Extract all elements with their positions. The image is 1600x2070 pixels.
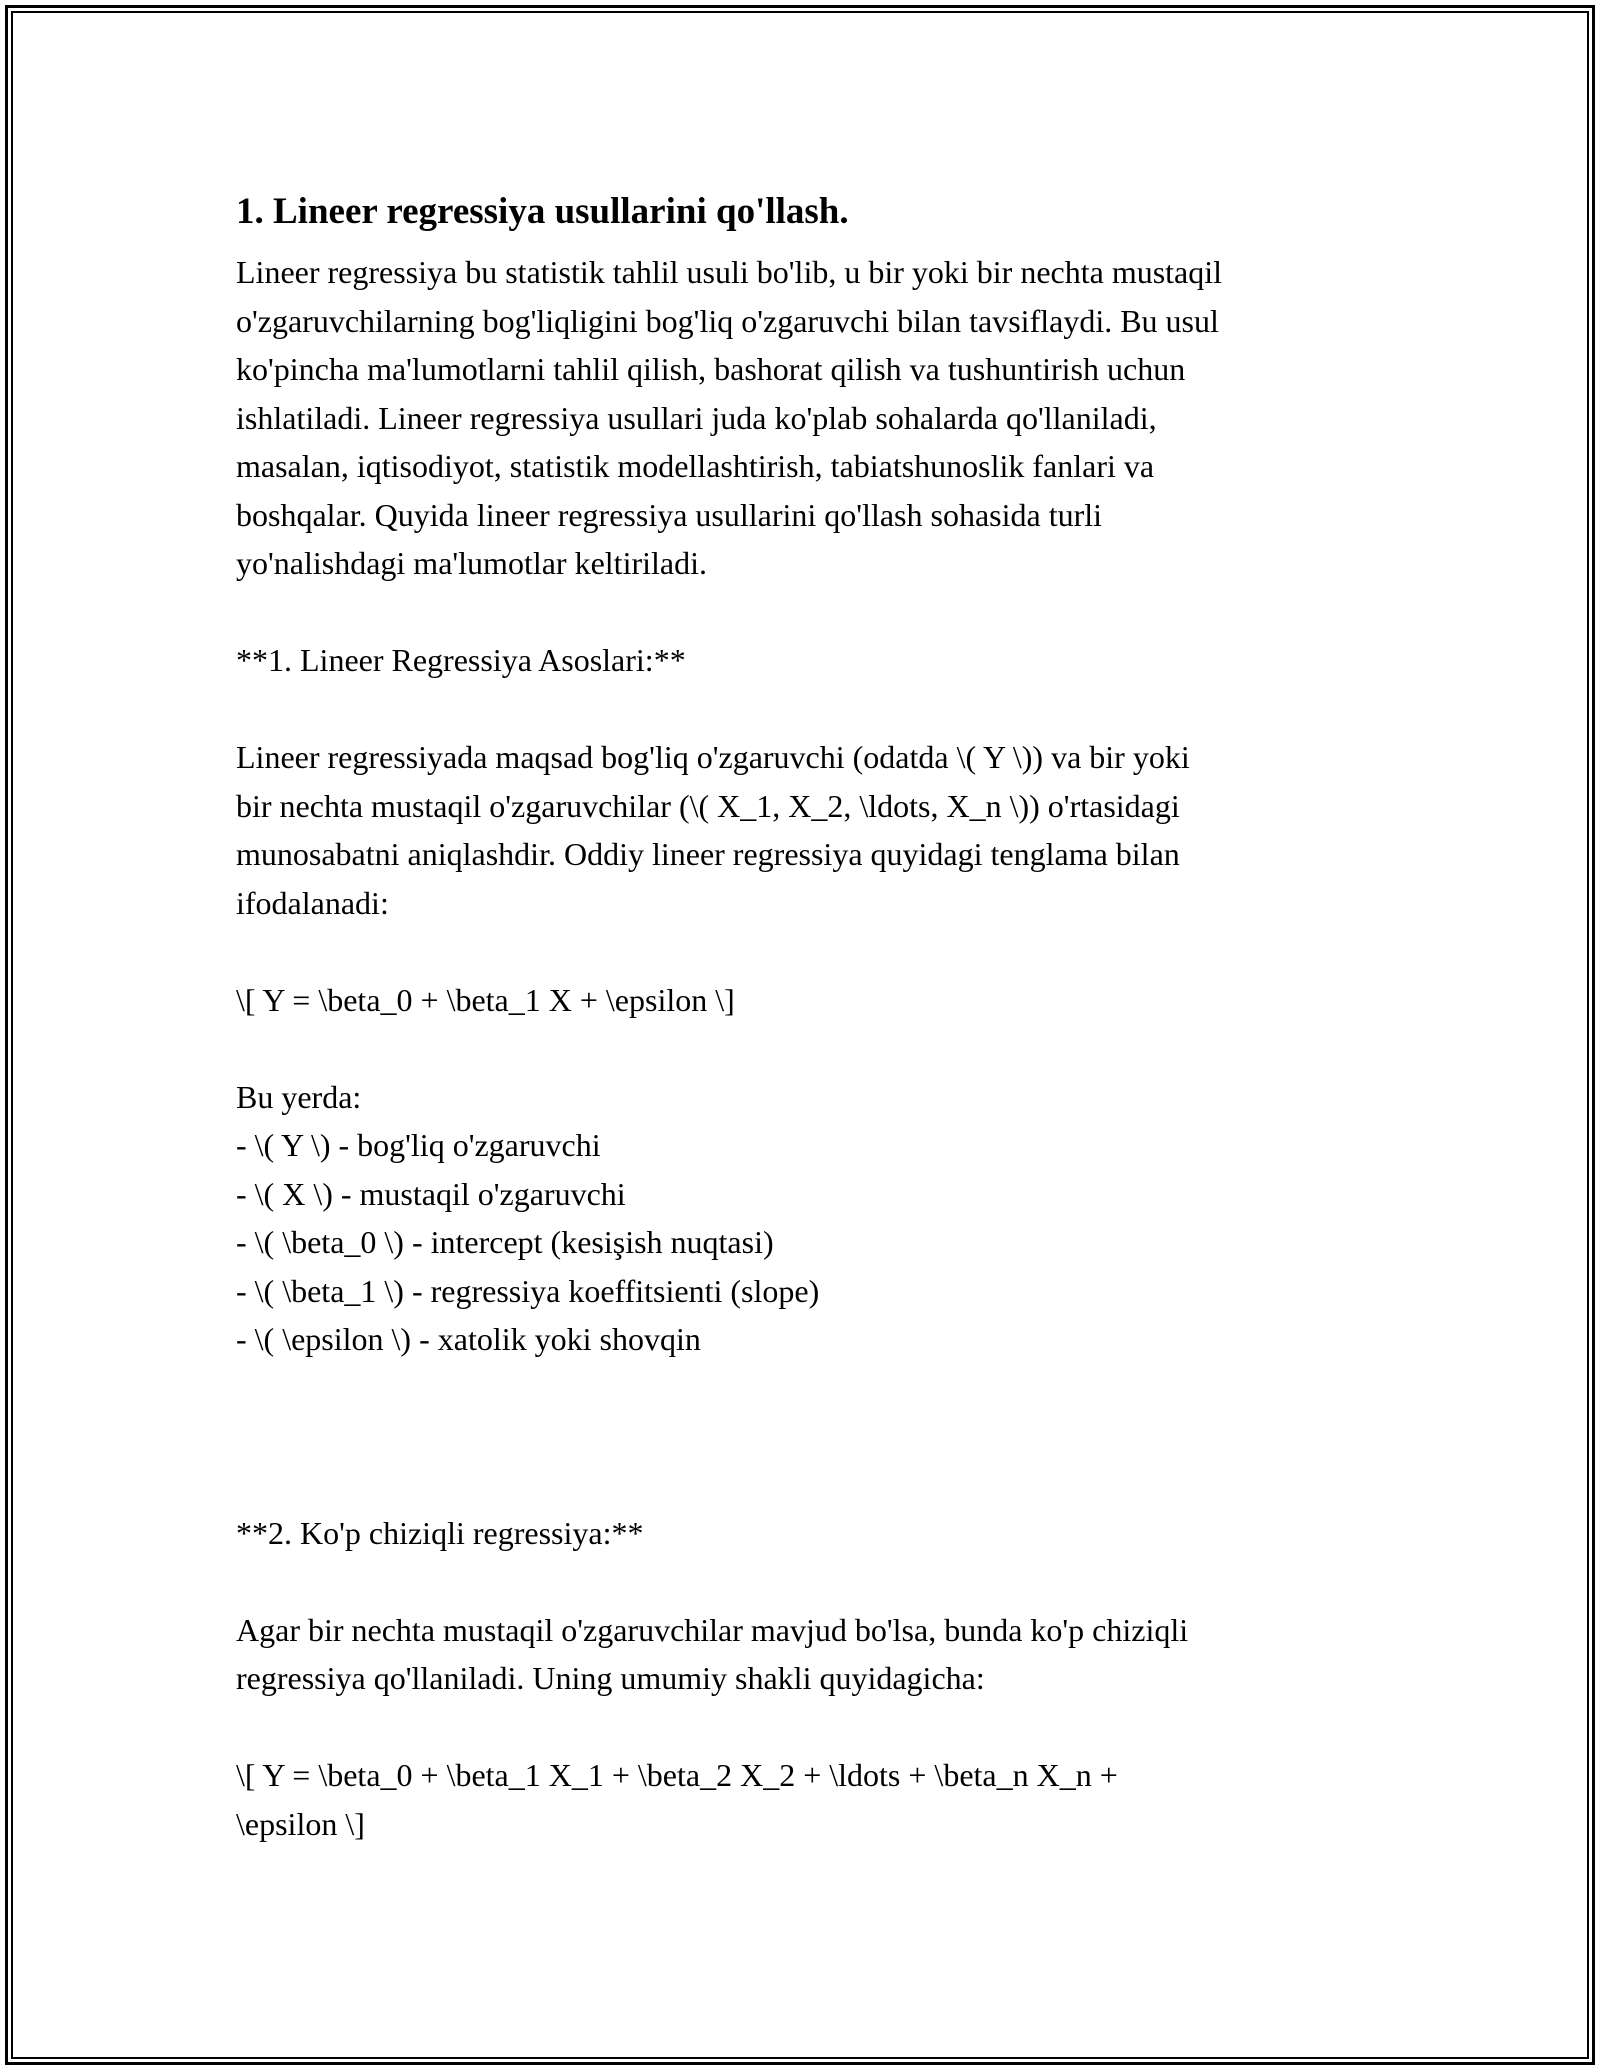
section-1-paragraph bbox=[236, 733, 1396, 927]
list-item: - \( X \) - mustaqil o'zgaruvchi bbox=[236, 1175, 626, 1212]
text-line: Lineer regressiya bu statistik tahlil usuli bo'lib, u bir yoki bir nechta mustaqil bbox=[236, 254, 1223, 290]
text-line: bir nechta mustaqil o'zgaruvchilar (\( X_1, X_2, \ldots, X_n \)) o'rtasidagi bbox=[236, 787, 1180, 824]
where-label: Bu yerda: bbox=[236, 1078, 362, 1115]
text-line: Lineer regressiyada maqsad bog'liq o'zgaruvchi (odatda \( Y \)) va bir yoki bbox=[236, 739, 1190, 775]
list-item: - \( \beta_0 \) - intercept (kesişish nuqtasi) bbox=[236, 1224, 774, 1260]
page-title: 1. Lineer regressiya usullarini qo'llash. bbox=[236, 191, 849, 232]
text-line: munosabatni aniqlashdir. Oddiy lineer regressiya quyidagi tenglama bilan bbox=[236, 836, 1180, 872]
section-1-title: **1. Lineer Regressiya Asoslari:** bbox=[236, 642, 686, 678]
text-line: o'zgaruvchilarning bog'liqligini bog'liq o'zgaruvchi bilan tavsiflaydi. Bu usul bbox=[236, 302, 1219, 339]
list-item: - \( \beta_1 \) - regressiya koeffitsienti (slope) bbox=[236, 1272, 820, 1309]
text-line: regressiya qo'llaniladi. Uning umumiy shakli quyidagicha: bbox=[236, 1660, 985, 1696]
section-2-title: **2. Ko'p chiziqli regressiya:** bbox=[236, 1514, 644, 1551]
text-line: boshqalar. Quyida lineer regressiya usullarini qo'llash sohasida turli bbox=[236, 496, 1103, 533]
text-line: ifodalanadi: bbox=[236, 884, 389, 921]
text-line: ko'pincha ma'lumotlarni tahlil qilish, bashorat qilish va tushuntirish uchun bbox=[236, 351, 1186, 387]
text-line: yo'nalishdagi ma'lumotlar keltiriladi. bbox=[236, 545, 707, 581]
formula-multiple-regression bbox=[236, 1751, 1396, 1848]
list-item: - \( \epsilon \) - xatolik yoki shovqin bbox=[236, 1321, 701, 1357]
text-line: \epsilon \] bbox=[236, 1805, 365, 1842]
variable-definitions-list bbox=[236, 1121, 1396, 1364]
list-item: - \( Y \) - bog'liq o'zgaruvchi bbox=[236, 1127, 601, 1163]
text-line: masalan, iqtisodiyot, statistik modellashtirish, tabiatshunoslik fanlari va bbox=[236, 448, 1155, 484]
intro-paragraph bbox=[236, 248, 1396, 588]
document-body bbox=[236, 188, 1396, 1848]
text-line: ishlatiladi. Lineer regressiya usullari juda ko'plab sohalarda qo'llaniladi, bbox=[236, 399, 1157, 436]
formula-simple-regression: \[ Y = \beta_0 + \beta_1 X + \epsilon \] bbox=[236, 981, 735, 1018]
section-2-paragraph bbox=[236, 1606, 1396, 1703]
text-line: \[ Y = \beta_0 + \beta_1 X_1 + \beta_2 X_2 + \ldots + \beta_n X_n + bbox=[236, 1757, 1118, 1793]
text-line: Agar bir nechta mustaqil o'zgaruvchilar mavjud bo'lsa, bunda ko'p chiziqli bbox=[236, 1611, 1189, 1648]
